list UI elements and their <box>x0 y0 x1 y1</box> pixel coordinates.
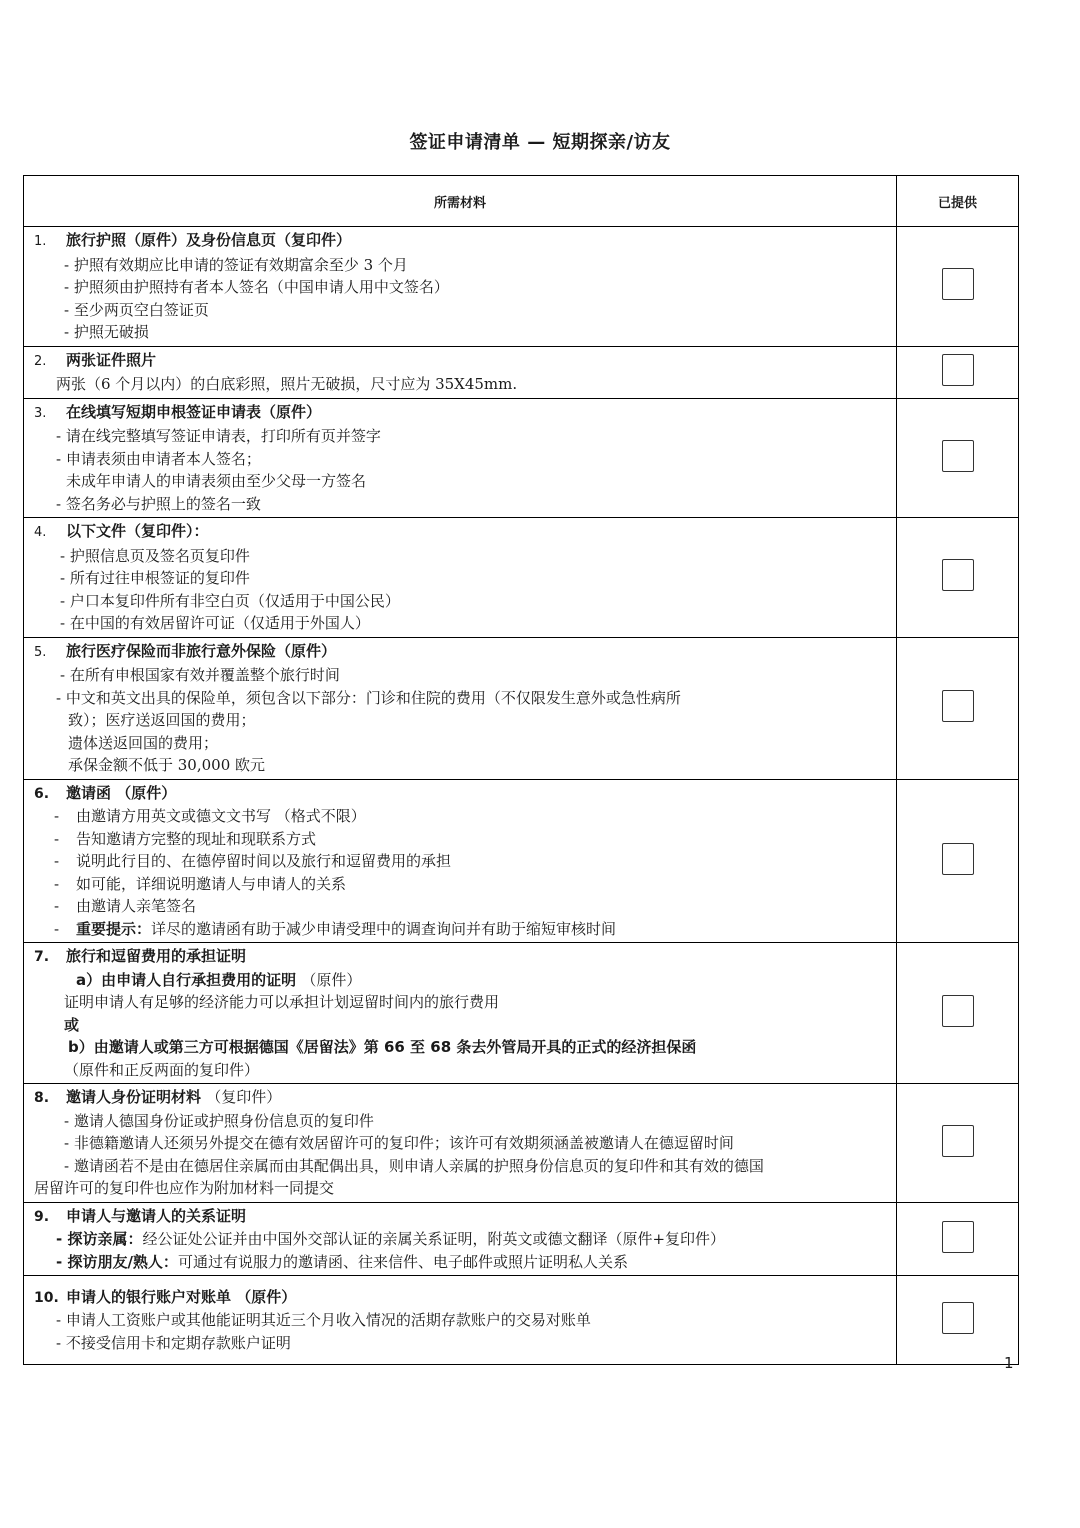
provided-cell <box>897 346 1019 398</box>
provided-checkbox[interactable] <box>942 1221 974 1253</box>
item-line-text: 告知邀请方完整的现址和现联系方式 <box>76 829 317 848</box>
item-heading: 邀请人身份证明材料 <box>66 1088 202 1106</box>
family-text: 经公证处公证并由中国外交部认证的亲属关系证明，附英文或德文翻译（原件+复印件） <box>142 1230 726 1248</box>
item-number: 4. <box>34 525 47 540</box>
provided-checkbox[interactable] <box>942 354 974 386</box>
item-line: - 在中国的有效居留许可证（仅适用于外国人） <box>60 614 370 632</box>
item-line-text: 如可能，详细说明邀请人与申请人的关系 <box>76 874 347 893</box>
item-heading: 以下文件（复印件）： <box>66 522 209 540</box>
provided-checkbox[interactable] <box>942 268 974 300</box>
item-line: - 告知邀请方完整的现址和现联系方式 <box>54 829 317 848</box>
item-heading: 旅行医疗保险而非旅行意外保险（原件） <box>66 641 337 660</box>
provided-checkbox[interactable] <box>942 559 974 591</box>
provided-cell <box>897 518 1019 638</box>
table-header-row <box>24 176 1019 227</box>
item-number: 7. <box>34 949 50 965</box>
item-cell <box>24 227 897 347</box>
item-line: 承保金额不低于 30,000 欧元 <box>68 756 266 774</box>
provided-cell <box>897 1084 1019 1203</box>
item-line: - 户口本复印件所有非空白页（仅适用于中国公民） <box>60 591 400 610</box>
item-line: - 由邀请方用英文或德文文书写 （格式不限） <box>54 807 366 825</box>
item-number: 6. <box>34 785 50 802</box>
item-heading: 申请人与邀请人的关系证明 <box>66 1206 247 1225</box>
item-number: 5. <box>34 644 47 660</box>
item-number: 1. <box>34 234 47 249</box>
item-cell <box>24 779 897 943</box>
item-line: - 申请人工资账户或其他能证明其近三个月收入情况的活期存款账户的交易对账单 <box>56 1311 591 1330</box>
table-row <box>24 346 1019 398</box>
table-row <box>24 227 1019 347</box>
item-heading: 在线填写短期申根签证申请表（原件） <box>66 402 322 421</box>
option-b-desc: （原件和正反两面的复印件） <box>64 1060 260 1079</box>
table-row <box>24 1202 1019 1276</box>
item-number: 10. <box>34 1289 59 1306</box>
table-row <box>24 637 1019 779</box>
page-number: 1 <box>1004 1354 1014 1372</box>
or-label: 或 <box>64 1015 80 1034</box>
item-line-text: 说明此行目的、在德停留时间以及旅行和逗留费用的承担 <box>76 852 452 870</box>
option-a-note: （原件） <box>301 970 362 989</box>
item-cell <box>24 1202 897 1276</box>
table-row <box>24 943 1019 1084</box>
item-heading-note: （原件） <box>236 1287 297 1306</box>
friend-label: - 探访朋友/熟人： <box>56 1252 178 1271</box>
item-line-text: 由邀请人亲笔签名 <box>76 897 197 915</box>
column-header-materials: 所需材料 <box>24 176 897 227</box>
item-cell <box>24 346 897 398</box>
provided-checkbox[interactable] <box>942 1302 974 1334</box>
table-row <box>24 518 1019 638</box>
table-row <box>24 1276 1019 1365</box>
item-line: - 说明此行目的、在德停留时间以及旅行和逗留费用的承担 <box>54 852 452 870</box>
item-heading: 两张证件照片 <box>66 350 157 369</box>
important-text: 详尽的邀请函有助于减少申请受理中的调查询问并有助于缩短审核时间 <box>151 919 617 938</box>
item-line: - 签名务必与护照上的签名一致 <box>56 494 261 513</box>
provided-checkbox[interactable] <box>942 995 974 1027</box>
item-line: - 不接受信用卡和定期存款账户证明 <box>56 1333 291 1352</box>
item-line: - 在所有申根国家有效并覆盖整个旅行时间 <box>60 666 340 684</box>
item-line: 遗体送返回国的费用； <box>68 733 219 752</box>
option-a: a）由申请人自行承担费用的证明 <box>76 970 297 989</box>
friend-text: 可通过有说服力的邀请函、往来信件、电子邮件或照片证明私人关系 <box>177 1252 628 1271</box>
item-cell <box>24 637 897 779</box>
item-line: - 护照无破损 <box>64 323 149 341</box>
option-b: b）由邀请人或第三方可根据德国《居留法》第 66 至 68 条去外管局开具的正式的经济担保函 <box>68 1038 697 1056</box>
option-a-desc: 证明申请人有足够的经济能力可以承担计划逗留时间内的旅行费用 <box>64 993 500 1011</box>
item-line: - 请在线完整填写签证申请表，打印所有页并签字 <box>56 427 381 445</box>
item-line: - 邀请函若不是由在德居住亲属而由其配偶出具，则申请人亲属的护照身份信息页的复印件和其有效的德国 <box>64 1156 764 1175</box>
item-line: 未成年申请人的申请表须由至少父母一方签名 <box>66 472 367 490</box>
provided-cell <box>897 1276 1019 1365</box>
checklist-table <box>23 175 1019 1365</box>
provided-cell <box>897 1202 1019 1276</box>
item-line: - 护照有效期应比申请的签证有效期富余至少 3 个月 <box>64 255 408 274</box>
item-line: - 非德籍邀请人还须另外提交在德有效居留许可的复印件；该许可有效期须涵盖被邀请人在德逗留时间 <box>64 1134 734 1152</box>
item-cell <box>24 518 897 638</box>
item-heading: 邀请函 <box>66 783 112 802</box>
relation-family <box>34 1228 888 1251</box>
item-line: - 护照须由护照持有者本人签名（中国申请人用中文签名） <box>64 278 449 296</box>
item-cell <box>24 398 897 518</box>
table-row <box>24 398 1019 518</box>
item-number: 3. <box>34 405 47 421</box>
item-line: - 所有过往申根签证的复印件 <box>60 569 250 587</box>
provided-checkbox[interactable] <box>942 690 974 722</box>
item-line: - 由邀请人亲笔签名 <box>54 897 197 915</box>
provided-cell <box>897 227 1019 347</box>
item-line-text: 由邀请方用英文或德文文书写 （格式不限） <box>76 807 366 825</box>
provided-cell <box>897 943 1019 1084</box>
item-heading: 旅行和逗留费用的承担证明 <box>66 947 247 965</box>
table-row <box>24 1084 1019 1203</box>
item-number: 9. <box>34 1208 50 1225</box>
item-line: - 申请表须由申请者本人签名； <box>56 449 261 468</box>
provided-cell <box>897 779 1019 943</box>
provided-cell <box>897 637 1019 779</box>
relation-friend <box>34 1251 888 1274</box>
item-number: 8. <box>34 1090 50 1106</box>
item-line: - 如可能，详细说明邀请人与申请人的关系 <box>54 874 347 893</box>
column-header-provided: 已提供 <box>897 176 1019 227</box>
page-title: 签证申请清单 — 短期探亲/访友 <box>409 132 671 153</box>
item-line: - 中文和英文出具的保险单，须包含以下部分：门诊和住院的费用（不仅限发生意外或急性病所 <box>56 688 681 707</box>
item-heading-note: （原件） <box>116 783 177 802</box>
item-cell <box>24 1084 897 1203</box>
item-line: - 邀请人德国身份证或护照身份信息页的复印件 <box>64 1111 374 1130</box>
item-line: - 护照信息页及签名页复印件 <box>60 546 250 565</box>
item-heading-note: （复印件） <box>206 1088 282 1106</box>
provided-cell <box>897 398 1019 518</box>
table-row <box>24 779 1019 943</box>
important-note: - 重要提示：详尽的邀请函有助于减少申请受理中的调查询问并有助于缩短审核时间 <box>54 919 617 938</box>
family-label: - 探访亲属： <box>56 1230 143 1248</box>
item-cell <box>24 943 897 1084</box>
provided-checkbox[interactable] <box>942 1125 974 1157</box>
provided-checkbox[interactable] <box>942 843 974 875</box>
item-line: 居留许可的复印件也应作为附加材料一同提交 <box>34 1179 335 1197</box>
item-heading: 旅行护照（原件）及身份信息页（复印件） <box>66 231 352 249</box>
item-heading: 申请人的银行账户对账单 <box>66 1287 232 1306</box>
item-cell <box>24 1276 897 1365</box>
provided-checkbox[interactable] <box>942 440 974 472</box>
item-line: 致）；医疗送返回国的费用； <box>68 711 256 729</box>
item-line: 两张（6 个月以内）的白底彩照，照片无破损，尺寸应为 35X45mm. <box>56 375 518 393</box>
important-label: 重要提示： <box>76 919 152 938</box>
item-number: 2. <box>34 353 47 369</box>
item-line: - 至少两页空白签证页 <box>64 300 209 319</box>
